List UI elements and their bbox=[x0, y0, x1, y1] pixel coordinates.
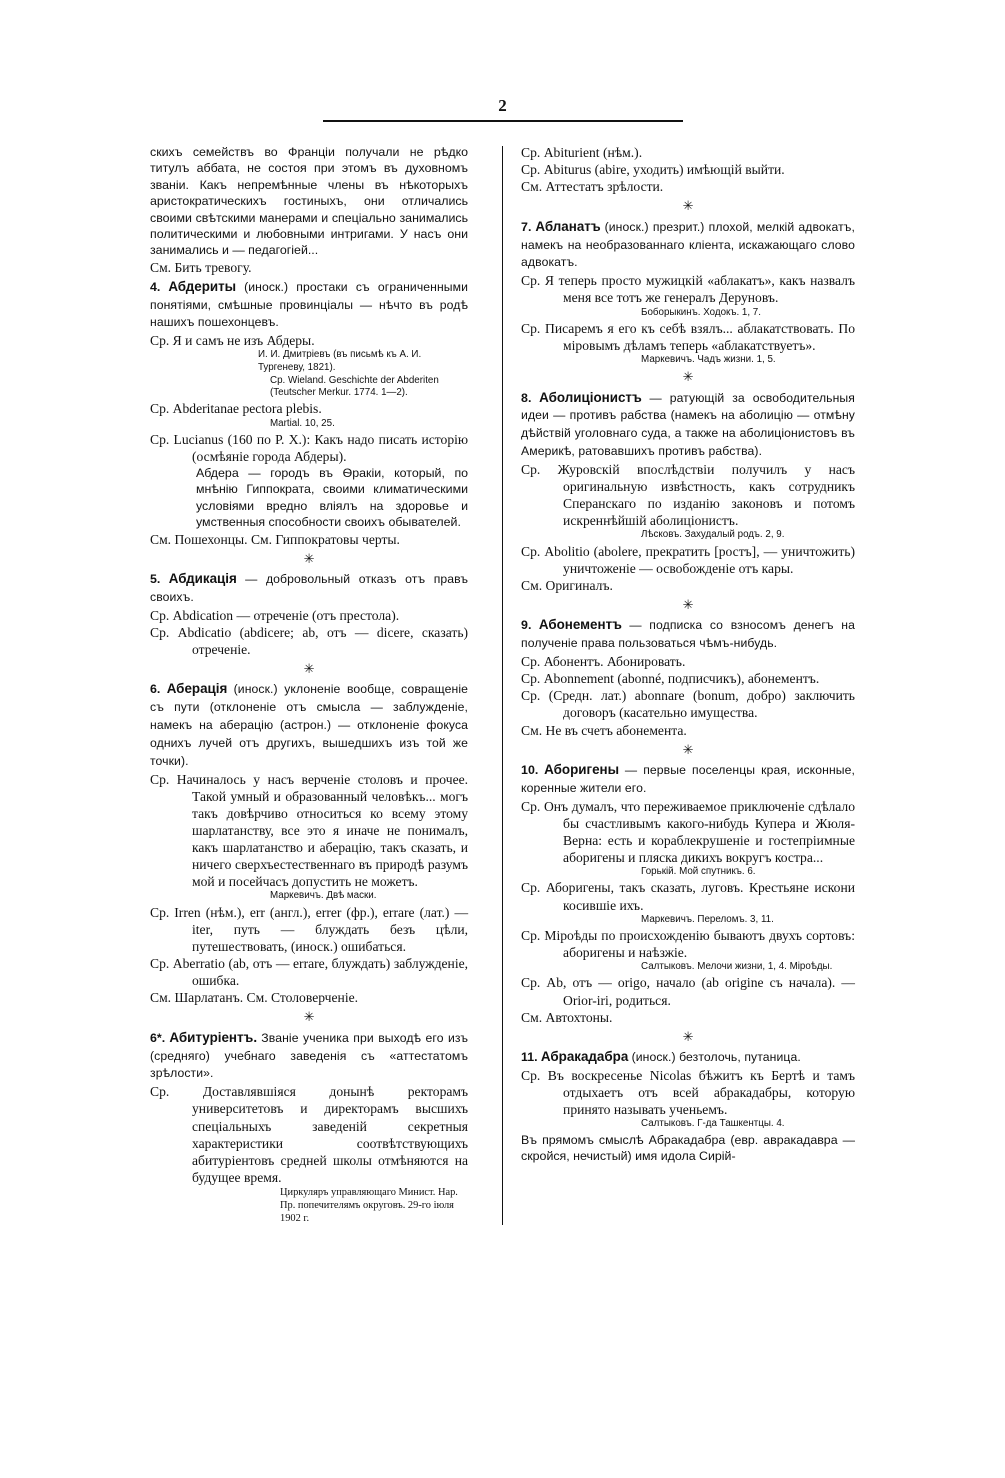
entry-line: Ср. Aberratio (ab, отъ — errare, блуждать) заблужденіе, ошибка. bbox=[150, 956, 469, 989]
entry-separator: ✳ bbox=[303, 1009, 315, 1025]
entry-headline bbox=[521, 218, 855, 272]
entry-separator: ✳ bbox=[303, 661, 315, 677]
entry-gloss: — добровольный отказъ отъ правъ своихъ. bbox=[150, 571, 469, 604]
entry-headword: Абонементъ bbox=[538, 617, 622, 633]
entry-abonement bbox=[521, 616, 855, 738]
entry-line: Ср. Онъ думалъ, что переживаемое приключеніе сдѣлало бы счастливымъ какого-нибудь Купера и Жюля-Верна: есть и кораблекрушеніе и гостепріимные аборигены и пляска дикихъ вокругъ костра... bbox=[521, 798, 855, 866]
entry-gloss: (иноск.) уклоненіе вообще, совращеніе съ пути (отклоненіе отъ смысла — заблужденіе, намекъ на аберацію (астрон.) — отклоненіе фокуса однихъ лучей отъ другихъ, вышедшихъ изъ той же точки). bbox=[150, 682, 469, 768]
entry-gloss: Званіе ученика при выходѣ его изъ (средняго) учебнаго заведенія съ «аттестатомъ зрѣлости». bbox=[150, 1030, 469, 1081]
entry-abolicionist bbox=[521, 389, 855, 595]
entry-line: Ср. Начиналось у насъ верченіе столовъ и прочее. Такой умный и образованный человѣкъ... могъ такъ довѣрчиво относиться ко всему этому шарлатанству, все это я иначе не понималъ, какъ шарлатанство и аберацію, такъ сказать, и ничего сверхъестественнаго въ природѣ разумъ мой и посейчасъ допустить не можетъ. bbox=[150, 771, 469, 890]
entry-separator: ✳ bbox=[682, 741, 694, 757]
entry-number: 6. bbox=[150, 682, 161, 697]
entry-citation: Маркевичъ. Переломъ. 3, 11. bbox=[641, 913, 774, 925]
entry-see: См. Пошехонцы. См. Гиппократовы черты. bbox=[150, 531, 400, 547]
entry-headline bbox=[150, 680, 468, 769]
entry-headline bbox=[521, 1048, 855, 1066]
continuation-text: скихъ семействъ во Франціи получали не рѣдко титулъ аббата, не состоя при этомъ въ духовномъ званіи. Какъ непремѣнные члены въ нѣкоторыхъ аристократическихъ гостиныхъ, они отличались своими свѣтскими манерами и спеціально занимались политическими и любовными интригами. У насъ они занимались и — педагогіей... bbox=[150, 145, 469, 258]
entry-headword: Аболиціонистъ bbox=[539, 389, 642, 405]
two-column-body bbox=[150, 144, 855, 1227]
entry-line: Ср. Abonnement (abonné, подписчикъ), абонементъ. bbox=[521, 671, 820, 687]
entry-see: См. Не въ счетъ абонемента. bbox=[521, 722, 687, 738]
entry-number: 11. bbox=[521, 1050, 538, 1065]
entry-abiturient bbox=[150, 1029, 468, 1225]
entry-headline bbox=[521, 389, 855, 460]
entry-ablanat bbox=[521, 218, 855, 367]
entry-citation: Лѣсковъ. Захудалый родъ. 2, 9. bbox=[641, 529, 785, 541]
entry-line: Въ прямомъ смыслѣ Абракадабра (евр. авракадавра — скройся, нечистый) имя идола Сирій- bbox=[521, 1132, 855, 1163]
entry-line: Ср. Писаремъ я его къ себѣ взялъ... аблакатствовать. По міровымъ дѣламъ теперь «аблакатствуетъ». bbox=[521, 320, 855, 353]
entry-gloss: — подписка со взносомъ денегъ на полученіе права пользоваться чѣмъ-нибудь. bbox=[521, 618, 855, 651]
continuation-line: Ср. Abiturient (нѣм.). bbox=[521, 145, 643, 160]
entry-line: Абдера — городъ въ Ѳракіи, который, по мнѣнію Гиппократа, своими климатическими условіями вредно вліялъ на здоровье и умственныя способности своихъ обывателей. bbox=[196, 466, 469, 530]
continuation-see: См. Бить тревогу. bbox=[150, 259, 252, 275]
entry-headword: Абитуріентъ. bbox=[169, 1029, 258, 1045]
entry-number: 6*. bbox=[150, 1030, 166, 1045]
entry-line: Ср. Журовскій впослѣдствіи получилъ у насъ оригинальную извѣстность, какъ сотрудникъ Сперанскаго по изданію законовъ и потомъ искреннѣйшій аболиціонистъ. bbox=[521, 461, 855, 529]
column-divider bbox=[502, 146, 503, 1225]
entry-aberaciya bbox=[150, 680, 468, 1006]
left-column bbox=[150, 144, 486, 1227]
continuation-see: См. Аттестатъ зрѣлости. bbox=[521, 179, 664, 195]
entry-number: 4. bbox=[150, 279, 161, 294]
entry-see: См. Автохтоны. bbox=[521, 1009, 613, 1025]
entry-line: Ср. Аборигены, такъ сказать, луговъ. Крестьяне искони косившіе ихъ. bbox=[521, 880, 855, 913]
entry-line: Ср. Abolitio (abolere, прекратить [ростъ], — уничтожить) уничтоженіе — освобожденіе отъ кары. bbox=[521, 543, 855, 576]
entry-headline bbox=[521, 616, 855, 652]
entry-abdikaciya bbox=[150, 570, 468, 658]
entry-headword: Абдикація bbox=[168, 570, 237, 586]
entry-separator: ✳ bbox=[682, 369, 694, 385]
entry-headline bbox=[150, 570, 468, 606]
entry-separator: ✳ bbox=[682, 597, 694, 613]
entry-see: См. Шарлатанъ. См. Столоверченіе. bbox=[150, 990, 359, 1006]
right-column bbox=[519, 144, 855, 1227]
entry-line: Ср. Abdication — отреченіе (отъ престола). bbox=[150, 607, 400, 623]
entry-citation: Маркевичъ. Двѣ маски. bbox=[270, 890, 377, 902]
entry-see: См. Оригиналъ. bbox=[521, 577, 613, 593]
entry-separator: ✳ bbox=[682, 198, 694, 214]
entry-citation: Салтыковъ. Г-да Ташкентцы. 4. bbox=[641, 1118, 785, 1130]
entry-line: Ср. Въ воскресенье Nicolas бѣжитъ къ Бертѣ и тамъ отдыхаетъ отъ всей абракадабры, которую принято называть ученьемъ. bbox=[521, 1067, 855, 1118]
entry-gloss: (иноск.) простаки съ ограниченными понятіями, смѣшные провинціалы — нѣчто въ родѣ нашихъ пошехонцевъ. bbox=[150, 279, 469, 330]
entry-line: Ср. Irren (нѣм.), err (англ.), errer (фр.), errare (лат.) — iter, путь — блуждать безъ цѣли, путешествовать, (иноск.) ошибаться. bbox=[150, 904, 469, 954]
entry-citation: И. И. Дмитріевъ (въ письмѣ къ А. И. Тургеневу, 1821). bbox=[258, 349, 422, 373]
entry-number: 5. bbox=[150, 571, 161, 586]
entry-continuation-abbat bbox=[150, 144, 468, 276]
entry-citation: Маркевичъ. Чадъ жизни. 1, 5. bbox=[641, 353, 776, 365]
entry-citation: Ср. Wieland. Geschichte der Abderiten (Teutscher Merkur. 1774. 1—2). bbox=[270, 374, 439, 399]
entry-line: Ср. Доставлявшіяся донынѣ ректорамъ университетовъ и директорамъ высшихъ спеціальныхъ заведеній секретныя характеристики соотвѣтствующихъ абитуріентовъ средней школы отмѣняются на будущее время. bbox=[150, 1084, 469, 1185]
entry-line: Ср. Ab, отъ — origo, начало (ab origine съ начала). — Orior-iri, родиться. bbox=[521, 975, 855, 1008]
entry-line: Ср. Міроѣды по происхожденію бываютъ двухъ сортовъ: аборигены и наѣзжіе. bbox=[521, 927, 855, 961]
entry-citation: Боборыкинъ. Ходокъ. 1, 7. bbox=[641, 306, 761, 318]
entry-line: Ср. Абонентъ. Абонировать. bbox=[521, 654, 686, 670]
entry-separator: ✳ bbox=[682, 1028, 694, 1044]
entry-headline bbox=[150, 1029, 468, 1083]
page-header-rule bbox=[323, 120, 683, 122]
entry-aborigeny bbox=[521, 761, 855, 1026]
page-number: 2 bbox=[498, 96, 507, 115]
entry-line: Ср. (Средн. лат.) abonnare (bonum, добро) заключить договоръ (касательно имущества. bbox=[521, 688, 855, 721]
entry-gloss: — первые поселенцы края, исконные, коренные жители его. bbox=[521, 763, 856, 795]
entry-line: Ср. Я теперь просто мужицкій «аблакатъ», какъ назвалъ меня все тотъ же генералъ Деруновъ. bbox=[521, 273, 855, 306]
entry-citation: Циркуляръ управляющаго Минист. Нар. Пр. попечителямъ округовъ. 29-го іюля 1902 г. bbox=[280, 1187, 458, 1225]
entry-headline bbox=[521, 761, 855, 797]
entry-continuation-abiturient bbox=[521, 144, 855, 195]
entry-abrakadabra bbox=[521, 1048, 855, 1164]
entry-line: Ср. Я и самъ не изъ Абдеры. bbox=[150, 333, 315, 349]
entry-citation: Горькій. Мой спутникъ. 6. bbox=[641, 866, 756, 878]
entry-gloss: — ратующій за освободительныя идеи — противъ рабства (намекъ на аболицію — отмѣну дѣйствій уголовнаго суда, а также на аболиціонистовъ въ Америкѣ, ратовавшихъ противъ рабства). bbox=[521, 390, 855, 459]
entry-citation: Martial. 10, 25. bbox=[270, 417, 335, 429]
entry-headword: Аберація bbox=[166, 681, 228, 697]
entry-number: 7. bbox=[521, 219, 532, 234]
entry-separator: ✳ bbox=[303, 550, 315, 566]
entry-line: Ср. Abdicatio (abdicere; ab, отъ — dicere, сказать) отреченіе. bbox=[150, 624, 469, 657]
entry-headline bbox=[150, 278, 468, 332]
entry-line: Ср. Lucianus (160 по Р. Х.): Какъ надо писать исторію (осмѣяніе города Абдеры). bbox=[150, 431, 469, 464]
entry-headword: Абдериты bbox=[168, 278, 237, 294]
entry-abderity bbox=[150, 278, 468, 548]
entry-headword: Абракадабра bbox=[540, 1049, 629, 1065]
entry-gloss: (иноск.) презрит.) плохой, мелкій адвокатъ, намекъ на необразованнаго кліента, искажающаго слово адвокатъ. bbox=[521, 219, 856, 270]
entry-headword: Аборигены bbox=[544, 762, 620, 777]
continuation-line: Ср. Abiturus (abire, уходить) имѣющій выйти. bbox=[521, 162, 785, 178]
entry-headword: Абланатъ bbox=[535, 218, 601, 234]
entry-number: 9. bbox=[521, 618, 532, 633]
entry-citation: Салтыковъ. Мелочи жизни, 1, 4. Міроѣды. bbox=[641, 961, 833, 973]
entry-gloss: (иноск.) безтолочь, путаница. bbox=[631, 1050, 801, 1065]
entry-number: 8. bbox=[521, 390, 532, 405]
entry-number: 10. bbox=[521, 763, 539, 777]
entry-line: Ср. Abderitanae pectora plebis. bbox=[150, 401, 322, 417]
